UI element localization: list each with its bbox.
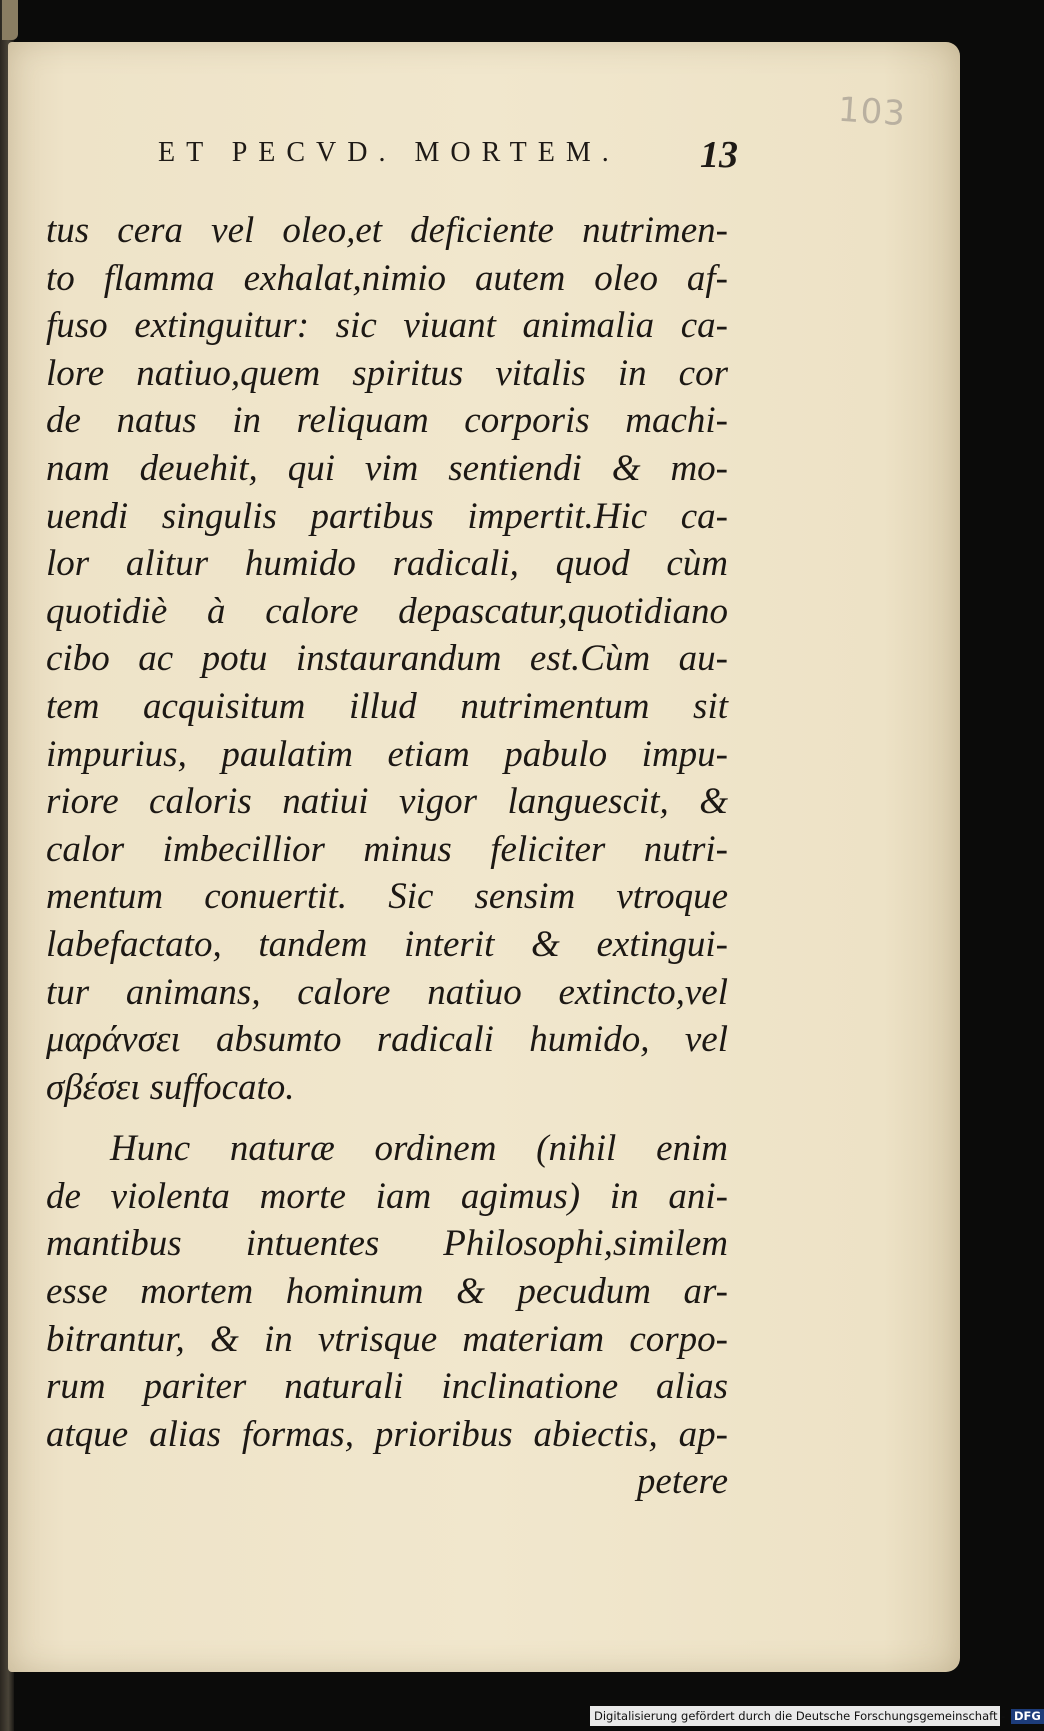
text-line: quotidiè à calore depascatur,quotidiano: [46, 590, 728, 632]
book-page: [8, 42, 960, 1672]
text-line: tur animans, calore natiuo extincto,vel: [46, 971, 728, 1013]
pencil-annotation: 103: [836, 89, 908, 135]
text-block: [46, 207, 728, 1506]
text-line: lor alitur humido radicali, quod cùm: [46, 543, 728, 585]
text-line: mentum conuertit. Sic sensim vtroque: [46, 876, 728, 918]
text-line: to flamma exhalat,nimio autem oleo af-: [46, 257, 728, 299]
text-line: σβέσει suffocato.: [46, 1066, 295, 1108]
page-header: [158, 134, 738, 197]
text-line: nam deuehit, qui vim sentiendi & mo-: [46, 447, 728, 489]
folio-number: 13: [700, 134, 738, 176]
text-line: esse mortem hominum & pecudum ar-: [46, 1271, 728, 1313]
text-line: atque alias formas, prioribus abiectis, ap-: [46, 1413, 728, 1455]
dfg-footer: [590, 1706, 1041, 1726]
text-line: mantibus intuentes Philosophi,similem: [46, 1223, 728, 1265]
text-line: tem acquisitum illud nutrimentum sit: [46, 685, 728, 727]
text-line: uendi singulis partibus impertit.Hic ca-: [46, 495, 728, 537]
footer-text: Digitalisierung gefördert durch die Deutsche Forschungsgemeinschaft -: [594, 1709, 1006, 1723]
text-line: bitrantur, & in vtrisque materiam corpo-: [46, 1318, 728, 1360]
text-line: Hunc naturæ ordinem (nihil enim: [110, 1128, 728, 1170]
text-line: μαράνσει absumto radicali humido, vel: [46, 1019, 728, 1061]
running-head: ET PECVD. MORTEM.: [158, 137, 620, 168]
spine-tab: [2, 0, 18, 40]
catchword: petere: [636, 1461, 728, 1503]
text-line: lore natiuo,quem spiritus vitalis in cor: [46, 352, 728, 394]
text-line: calor imbecillior minus feliciter nutri-: [46, 828, 728, 870]
text-line: de natus in reliquam corporis machi-: [46, 400, 728, 442]
text-line: riore caloris natiui vigor languescit, &: [46, 781, 728, 823]
text-line: fuso extinguitur: sic viuant animalia ca-: [46, 305, 728, 347]
text-line: labefactato, tandem interit & extingui-: [46, 923, 728, 965]
text-line: impurius, paulatim etiam pabulo impu-: [46, 733, 728, 775]
text-line: rum pariter naturali inclinatione alias: [46, 1366, 728, 1408]
paragraph-gap: [46, 1111, 728, 1125]
dfg-logo: DFG: [1011, 1709, 1044, 1724]
text-line: cibo ac potu instaurandum est.Cùm au-: [46, 638, 728, 680]
text-line: de violenta morte iam agimus) in ani-: [46, 1175, 728, 1217]
text-line: tus cera vel oleo,et deficiente nutrimen-: [46, 210, 728, 251]
